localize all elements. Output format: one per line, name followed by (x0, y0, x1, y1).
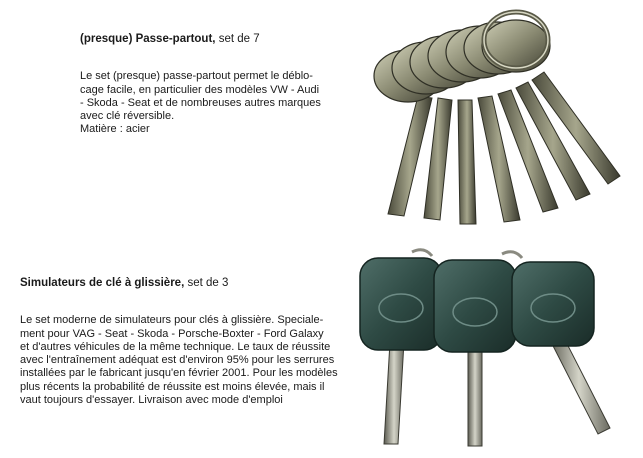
product-1-line: avec clé réversible. (80, 110, 175, 123)
product-1-title-main: (presque) Passe-partout, (80, 33, 216, 45)
key-ring-photo (358, 6, 633, 228)
product-1-line: - Skoda - Seat et de nombreuses autres marques (80, 96, 321, 109)
product-1-line: cage facile, en particulier des modèles VW - Audi (80, 83, 320, 96)
product-1-line: Matière : acier (80, 123, 150, 136)
product-2-line: plus récents la probabilité de réussite est moins élevée, mais il (20, 380, 325, 393)
product-2-line: et d'autres véhicules de la même technique. Le taux de réussite (20, 340, 331, 353)
product-2-title-main: Simulateurs de clé à glissière, (20, 277, 185, 289)
product-2-line: vaut toujours d'essayer. Livraison avec mode d'emploi (20, 394, 283, 407)
product-2-line: Le set moderne de simulateurs pour clés à glissière. Speciale- (20, 314, 324, 327)
product-1-description (80, 70, 360, 136)
product-2 (20, 277, 360, 407)
product-2-line: ment pour VAG - Seat - Skoda - Porsche-Boxter - Ford Galaxy (20, 327, 324, 340)
key-simulator-photo (352, 246, 632, 450)
product-2-description (20, 314, 360, 407)
product-2-title (20, 277, 360, 290)
product-1 (80, 33, 360, 137)
product-2-title-suffix: set de 3 (187, 277, 229, 289)
product-1-line: Le set (presque) passe-partout permet le déblo- (80, 70, 313, 83)
product-2-line: installées par le fabricant jusqu'en février 2001. Pour les modèles (20, 367, 338, 380)
product-1-title-suffix: set de 7 (218, 33, 260, 45)
product-2-line: avec l'entraînement adéquat est d'environ 95% pour les serrures (20, 354, 335, 367)
product-1-title (80, 33, 360, 46)
